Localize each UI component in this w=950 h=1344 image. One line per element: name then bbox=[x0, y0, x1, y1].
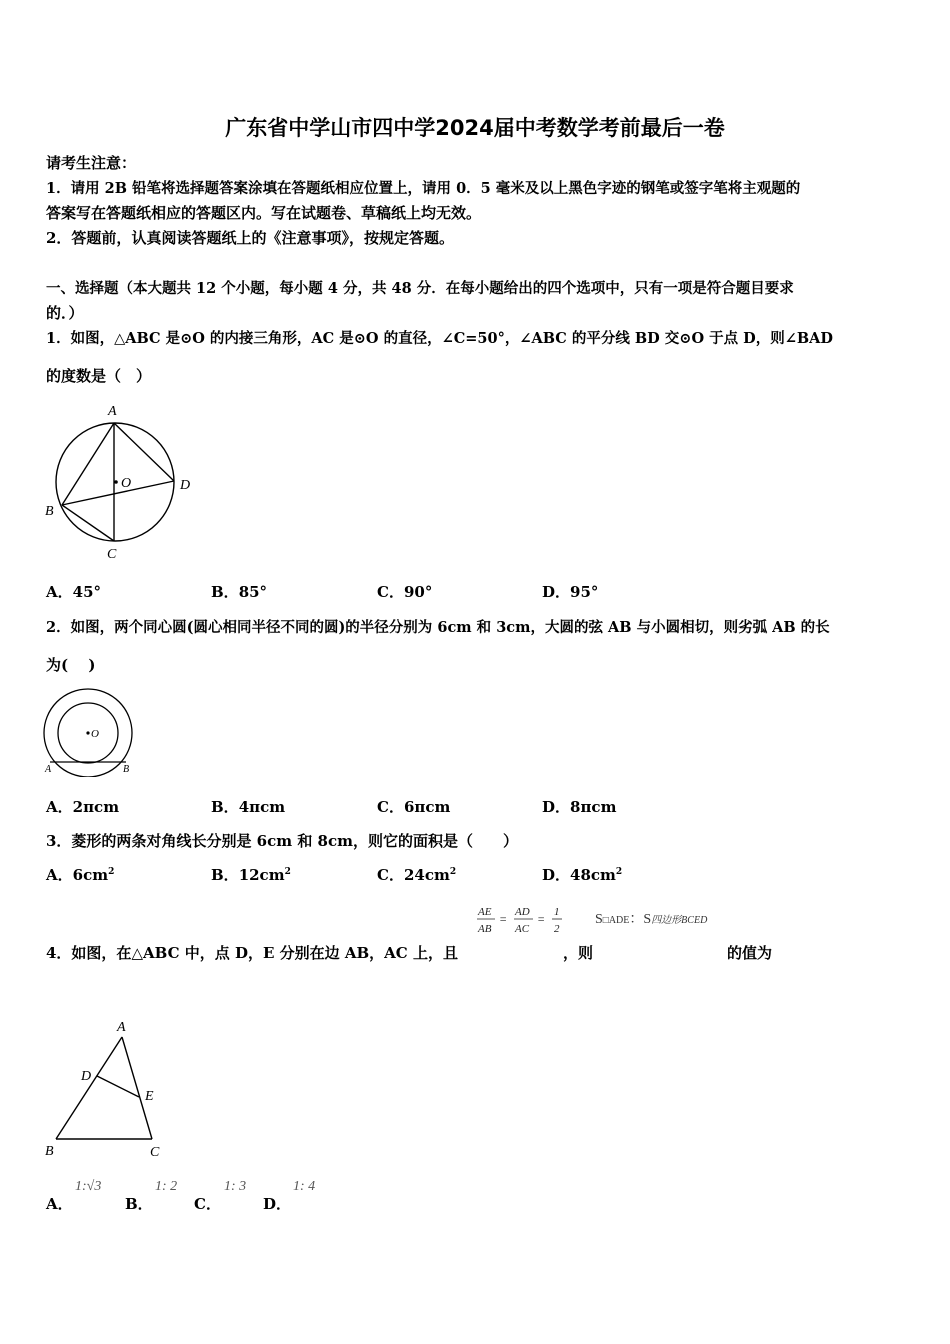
q2-stem-line-2: 为( ) bbox=[46, 656, 96, 674]
q2-option-a[interactable]: A．2πcm bbox=[46, 798, 120, 816]
q4-frac2-den: AC bbox=[515, 923, 530, 935]
q3-stem: 3．菱形的两条对角线长分别是 6cm 和 8cm，则它的面积是（ ） bbox=[46, 832, 518, 850]
svg-text:=: = bbox=[499, 912, 508, 926]
q1-label-c: C bbox=[107, 547, 117, 562]
q2-concentric-figure bbox=[40, 685, 140, 777]
q1-option-a[interactable]: A．45° bbox=[46, 583, 102, 601]
q3-option-a[interactable]: A．$6cm^2$ bbox=[46, 866, 115, 884]
section-heading-line-1: 一、选择题（本大题共 12 个小题，每小题 4 分，共 48 分．在每小题给出的四个选项中，只有一项是符合题目要求 bbox=[46, 280, 794, 297]
q4-option-b[interactable]: B． bbox=[125, 1195, 153, 1213]
q4-option-a[interactable]: A． bbox=[46, 1195, 73, 1213]
q1-label-a: A bbox=[108, 404, 117, 419]
q1-side-bc bbox=[62, 505, 114, 541]
page-title: 广东省中学山市四中学2024届中考数学考前最后一卷 bbox=[225, 116, 725, 140]
notice-line-1b: 答案写在答题纸相应的答题区内。写在试题卷、草稿纸上均无效。 bbox=[46, 204, 482, 222]
notice-line-1a: 1．请用 2B 铅笔将选择题答案涂填在答题纸相应位置上，请用 0．5 毫米及以上黑色字迹的钢笔或签字笔将主观题的 bbox=[46, 180, 801, 197]
q4-side-ab bbox=[56, 1037, 122, 1139]
q3-option-c[interactable]: C．$24cm^2$ bbox=[377, 866, 457, 884]
q1-option-d[interactable]: D．95° bbox=[542, 583, 599, 601]
q4-label-e: E bbox=[145, 1089, 154, 1104]
q4-frac1-den: AB bbox=[478, 923, 492, 935]
notice-line-2: 2．答题前，认真阅读答题纸上的《注意事项》，按规定答题。 bbox=[46, 229, 454, 247]
q2-label-o: O bbox=[91, 728, 99, 740]
q4-stem-part-3: 的值为 bbox=[727, 944, 773, 962]
q1-chord-bd bbox=[62, 481, 174, 505]
q2-label-b: B bbox=[123, 764, 130, 775]
q4-frac2-num: AD bbox=[515, 906, 530, 918]
q4-option-c[interactable]: C． bbox=[194, 1195, 221, 1213]
q2-option-b[interactable]: B．4πcm bbox=[211, 798, 286, 816]
q4-label-b: B bbox=[45, 1144, 54, 1159]
q4-option-d[interactable]: D． bbox=[263, 1195, 292, 1213]
q1-stem-line-2: 的度数是（ ） bbox=[46, 367, 152, 385]
q1-option-c[interactable]: C．90° bbox=[377, 583, 433, 601]
q4-stem-part-1: 4．如图，在△ABC 中，点 D，E 分别在边 AB，AC 上，且 bbox=[46, 944, 458, 962]
q4-label-c: C bbox=[150, 1145, 160, 1160]
svg-text:=: = bbox=[537, 912, 546, 926]
q4-frac1-num: AE bbox=[478, 906, 492, 918]
q2-stem-line-1: 2．如图，两个同心圆(圆心相同半径不同的圆)的半径分别为 6cm 和 3cm，大圆的弦 AB 与小圆相切，则劣弧 AB 的长 bbox=[46, 619, 830, 636]
q4-label-a: A bbox=[117, 1020, 126, 1035]
q1-label-b: B bbox=[45, 504, 54, 519]
q4-option-a-ratio: 1:√3 bbox=[75, 1179, 102, 1194]
section-heading-line-2: 的．） bbox=[46, 304, 84, 322]
q1-circle-figure bbox=[40, 398, 200, 566]
q3-option-d[interactable]: D．$48cm^2$ bbox=[542, 866, 623, 884]
q1-label-o: O bbox=[121, 476, 132, 491]
q4-stem-part-2: ，则 bbox=[563, 944, 594, 962]
q4-label-d: D bbox=[81, 1069, 92, 1084]
notice-heading: 请考生注意： bbox=[46, 154, 137, 172]
q1-stem-line-1: 1．如图，△ABC 是⊙O 的内接三角形，AC 是⊙O 的直径，∠C=50°，∠ABC 的平分线 BD 交⊙O 于点 D，则∠BAD bbox=[46, 330, 833, 347]
q4-ratio-formula bbox=[474, 902, 569, 938]
q1-center-dot bbox=[114, 480, 118, 484]
q1-side-ab bbox=[62, 423, 114, 505]
q2-option-c[interactable]: C．6πcm bbox=[377, 798, 451, 816]
q4-frac3-num: 1 bbox=[554, 906, 560, 918]
q1-option-b[interactable]: B．85° bbox=[211, 583, 268, 601]
q4-area-formula: S□ADE：S四边形BCED bbox=[595, 912, 708, 927]
q4-triangle-figure bbox=[40, 1015, 180, 1163]
q1-label-d: D bbox=[180, 478, 191, 493]
q4-option-c-ratio: 1: 3 bbox=[224, 1179, 247, 1194]
q2-option-d[interactable]: D．8πcm bbox=[542, 798, 617, 816]
q4-side-ac bbox=[122, 1037, 152, 1139]
q4-segment-de bbox=[97, 1076, 139, 1097]
q3-option-b[interactable]: B．$12cm^2$ bbox=[211, 866, 291, 884]
q2-center-dot bbox=[86, 731, 89, 734]
q4-option-b-ratio: 1: 2 bbox=[155, 1179, 178, 1194]
q4-frac3-den: 2 bbox=[554, 923, 560, 935]
q4-option-d-ratio: 1: 4 bbox=[293, 1179, 316, 1194]
q2-label-a: A bbox=[45, 764, 52, 775]
